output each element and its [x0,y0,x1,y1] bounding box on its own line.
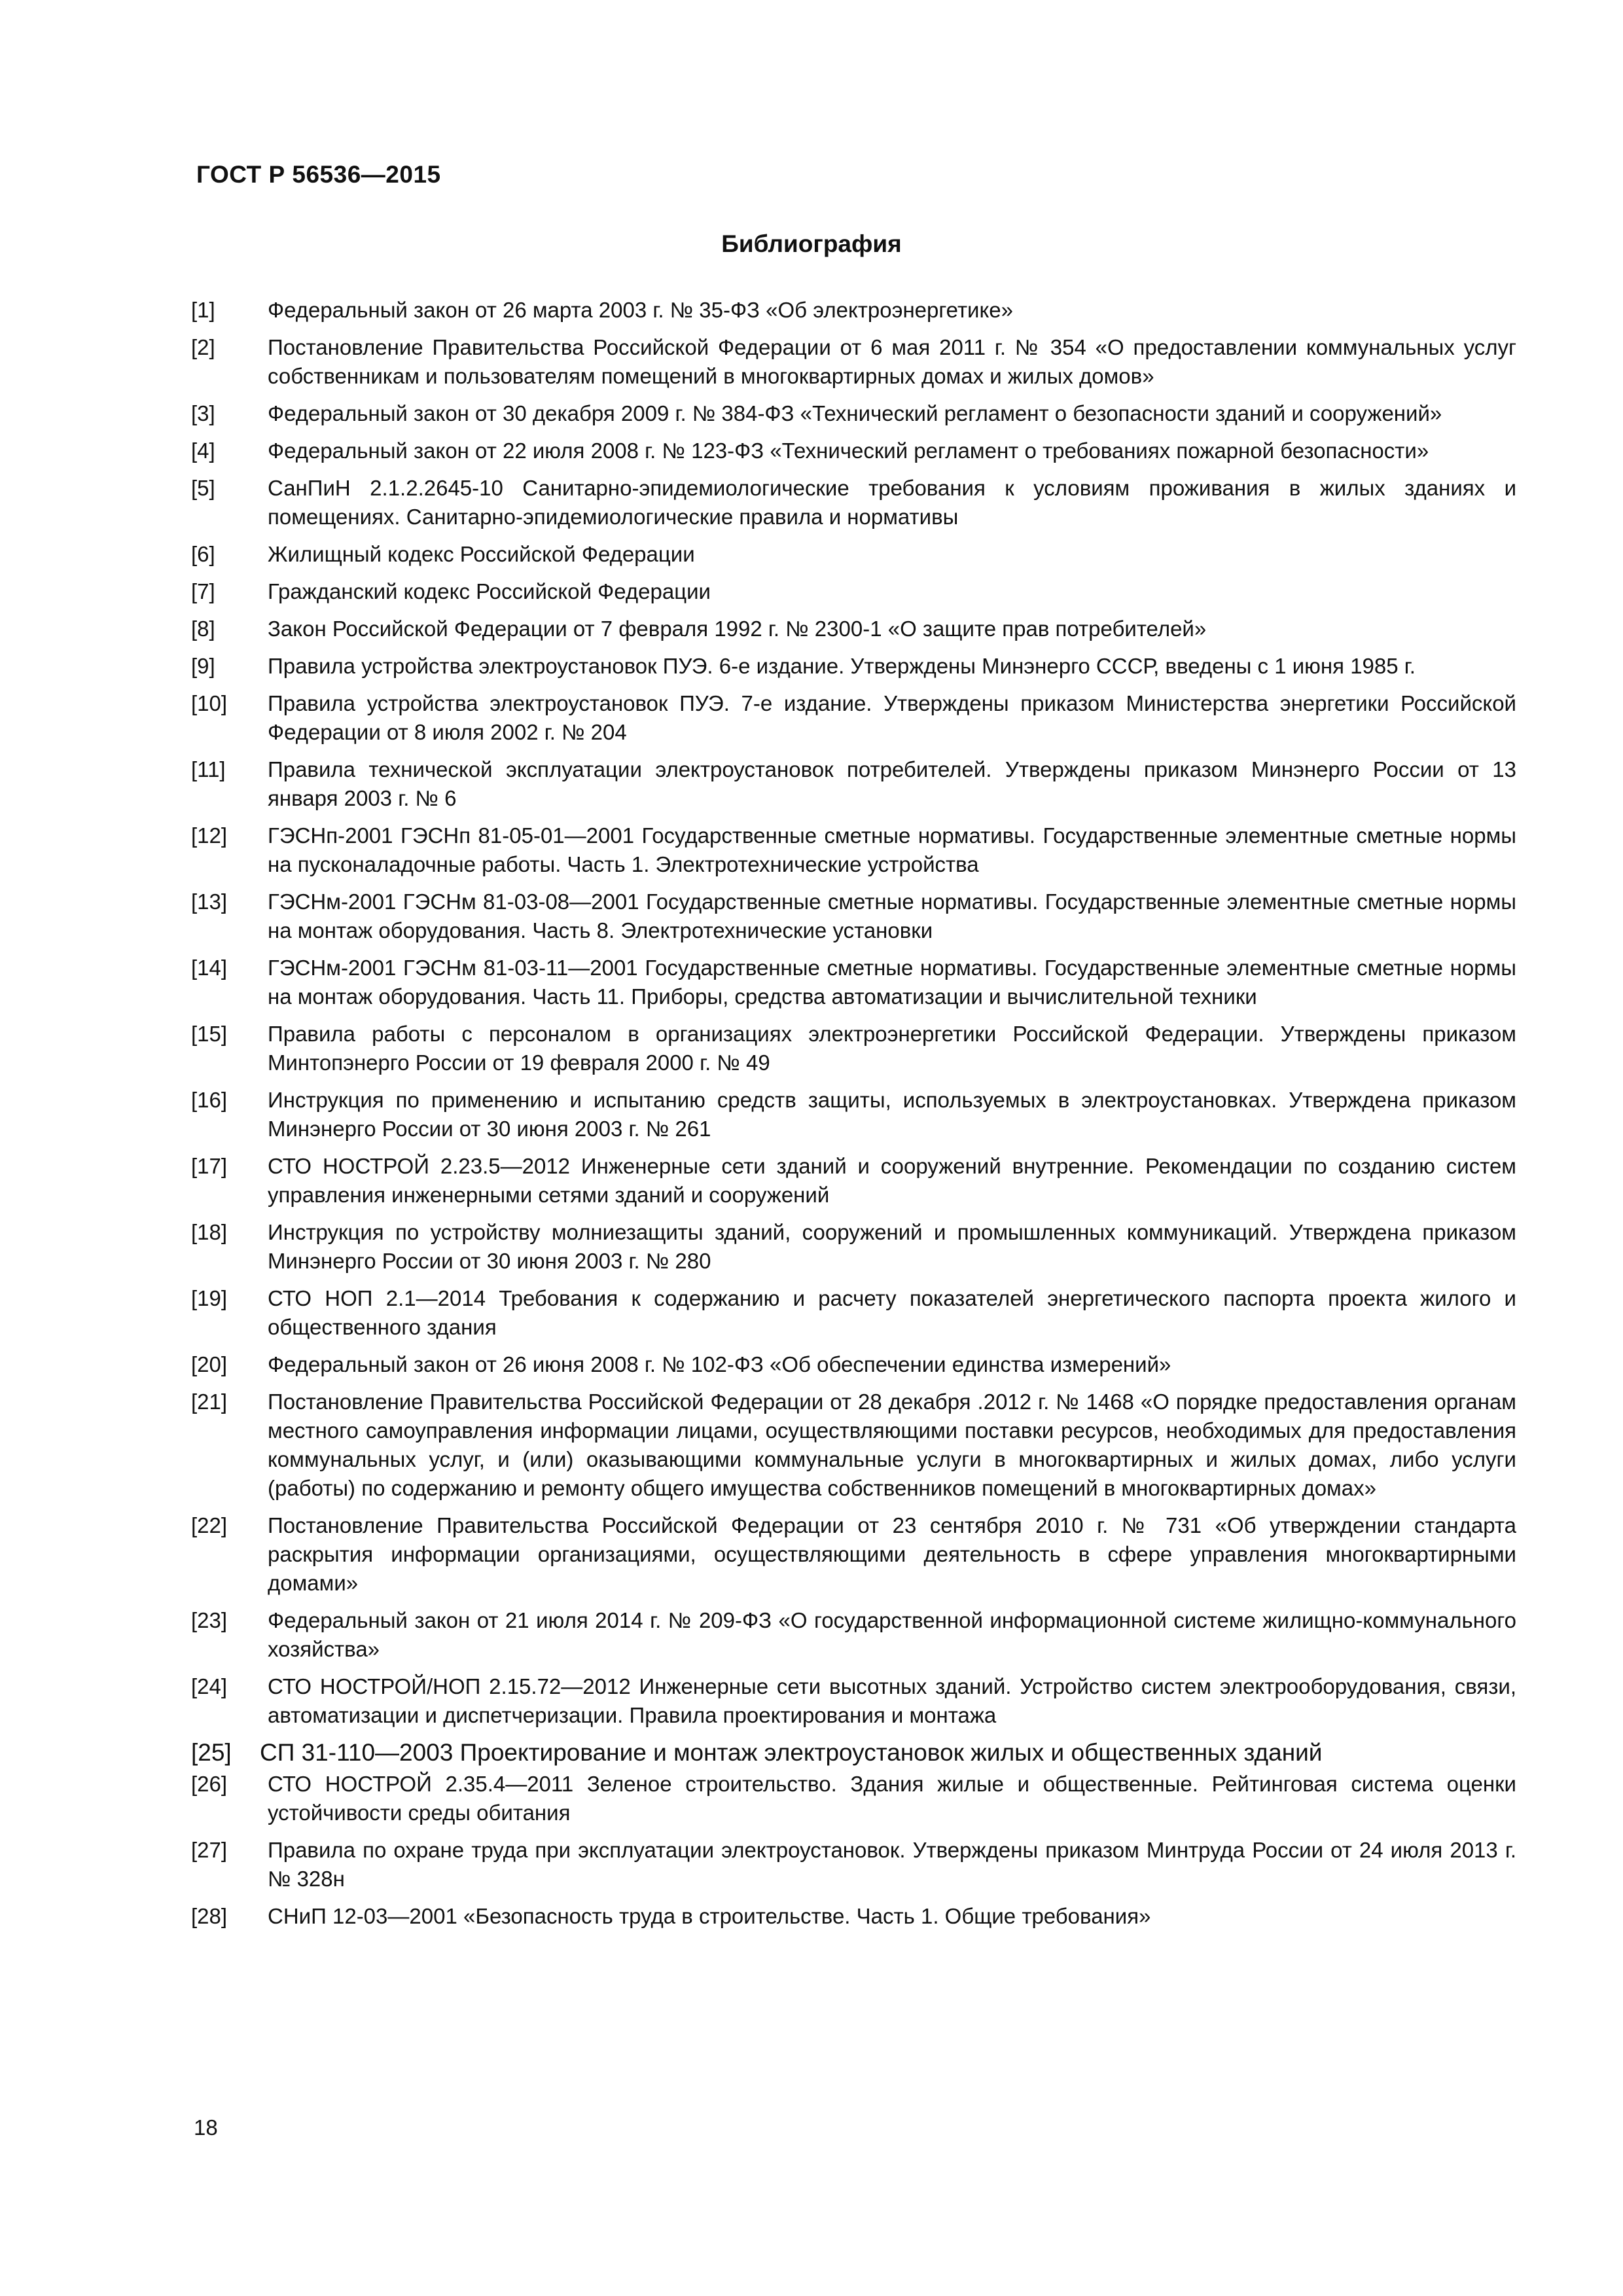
bibliography-entry [191,615,1516,643]
entry-number: [23] [191,1608,228,1632]
bibliography-entry [191,1902,1516,1931]
bibliography-entry [191,1672,1516,1730]
entry-text: СТО НОП 2.1—2014 Требования к содержанию и расчету показателей энергетического паспорта проекта жилого и общественного здания [268,1286,1516,1339]
entry-number: [18] [191,1220,228,1244]
entry-text: Правила работы с персоналом в организациях электроэнергетики Российской Федерации. Утверждены приказом Минтопэнерго России от 19 февраля 2000 г. № 49 [268,1022,1516,1075]
entry-number: [12] [191,823,228,848]
bibliography-entry [191,1152,1516,1210]
entry-number: [7] [191,579,215,603]
bibliography-entry [191,1836,1516,1893]
entry-number: [16] [191,1088,228,1112]
bibliography-entry [191,821,1516,879]
entry-number: [22] [191,1513,228,1537]
entry-text: Федеральный закон от 30 декабря 2009 г. № 384-ФЗ «Технический регламент о безопасности зданий и сооружений» [268,401,1442,425]
entry-text: Федеральный закон от 21 июля 2014 г. № 209-ФЗ «О государственной информационной системе жилищно-коммунального хозяйства» [268,1608,1516,1661]
entry-text: Правила по охране труда при эксплуатации электроустановок. Утверждены приказом Минтруда России от 24 июля 2013 г. № 328н [268,1838,1516,1891]
entry-number: [20] [191,1352,228,1376]
page-number: 18 [194,2115,218,2140]
bibliography-entry [191,1218,1516,1276]
bibliography-entry [191,474,1516,531]
standard-code-header: ГОСТ Р 56536—2015 [196,161,441,188]
bibliography-entry [191,755,1516,813]
entry-text: Правила технической эксплуатации электроустановок потребителей. Утверждены приказом Минэнерго России от 13 января 2003 г. № 6 [268,757,1516,810]
entry-text: Инструкция по устройству молниезащиты зданий, сооружений и промышленных коммуникаций. Утверждена приказом Минэнерго России от 30 июня 2003 г. № 280 [268,1220,1516,1273]
bibliography-entry [191,689,1516,747]
entry-number: [14] [191,956,228,980]
entry-number: [11] [191,757,226,781]
section-title: Библиография [721,230,902,257]
entry-text: Гражданский кодекс Российской Федерации [268,579,711,603]
entry-text: Правила устройства электроустановок ПУЭ. 7-е издание. Утверждены приказом Министерства энергетики Российской Федерации от 8 июля 2002 г. № 204 [268,691,1516,744]
bibliography-entry [191,1511,1516,1598]
bibliography-entry [191,1606,1516,1664]
entry-text: ГЭСНм-2001 ГЭСНм 81-03-08—2001 Государственные сметные нормативы. Государственные элементные сметные нормы на монтаж оборудования. Часть 8. Электротехнические установки [268,889,1516,942]
entry-number: [27] [191,1838,228,1862]
bibliography-entry [191,1020,1516,1077]
entry-number: [13] [191,889,228,914]
entry-number: [9] [191,654,215,678]
bibliography-entry [191,1388,1516,1503]
bibliography-entry [191,540,1516,569]
entry-number: [4] [191,439,215,463]
entry-text: ГЭСНм-2001 ГЭСНм 81-03-11—2001 Государственные сметные нормативы. Государственные элементные сметные нормы на монтаж оборудования. Часть 11. Приборы, средства автоматизации и вычислительной техники [268,956,1516,1009]
entry-number: [2] [191,335,215,359]
entry-number: [8] [191,617,215,641]
entry-text: Жилищный кодекс Российской Федерации [268,542,695,566]
bibliography-list [191,296,1516,1939]
bibliography-entry [191,954,1516,1011]
entry-text: Правила устройства электроустановок ПУЭ. 6-е издание. Утверждены Минэнерго СССР, введены с 1 июня 1985 г. [268,654,1416,678]
entry-text: СанПиН 2.1.2.2645-10 Санитарно-эпидемиологические требования к условиям проживания в жилых зданиях и помещениях. Санитарно-эпидемиологические правила и нормативы [268,476,1516,529]
entry-number: [15] [191,1022,228,1046]
entry-number: [19] [191,1286,228,1310]
bibliography-entry [191,1086,1516,1143]
bibliography-entry [191,1350,1516,1379]
entry-text: Инструкция по применению и испытанию средств защиты, используемых в электроустановках. Утверждена приказом Минэнерго России от 30 июня 2003 г. № 261 [268,1088,1516,1141]
entry-text: ГЭСНп-2001 ГЭСНп 81-05-01—2001 Государственные сметные нормативы. Государственные элементные сметные нормы на пусконаладочные работы. Часть 1. Электротехнические устройства [268,823,1516,876]
entry-number: [5] [191,476,215,500]
entry-number: [24] [191,1674,228,1698]
bibliography-entry [191,399,1516,428]
entry-text: СТО НОСТРОЙ/НОП 2.15.72—2012 Инженерные сети высотных зданий. Устройство систем электрооборудования, связи, автоматизации и диспетчеризации. Правила проектирования и монтажа [268,1674,1516,1727]
entry-text: Постановление Правительства Российской Федерации от 23 сентября 2010 г. № 731 «Об утверждении стандарта раскрытия информации организациями, осуществляющими деятельность в сфере управления многоквартирными домами» [268,1513,1516,1595]
entry-number: [1] [191,298,215,322]
entry-text: Федеральный закон от 26 июня 2008 г. № 102-ФЗ «Об обеспечении единства измерений» [268,1352,1171,1376]
bibliography-entry [191,652,1516,681]
entry-text: Закон Российской Федерации от 7 февраля 1992 г. № 2300-1 «О защите прав потребителей» [268,617,1207,641]
bibliography-entry [191,437,1516,465]
entry-text: Федеральный закон от 26 марта 2003 г. № 35-ФЗ «Об электроэнергетике» [268,298,1013,322]
entry-text: СТО НОСТРОЙ 2.35.4—2011 Зеленое строительство. Здания жилые и общественные. Рейтинговая система оценки устойчивости среды обитания [268,1772,1516,1825]
entry-text: Постановление Правительства Российской Федерации от 6 мая 2011 г. № 354 «О предоставлении коммунальных услуг собственникам и пользователям помещений в многоквартирных домах и жилых домов» [268,335,1516,388]
entry-text: СТО НОСТРОЙ 2.23.5—2012 Инженерные сети зданий и сооружений внутренние. Рекомендации по созданию систем управления инженерными сетями зданий и сооружений [268,1154,1516,1207]
bibliography-entry [191,1284,1516,1342]
entry-number: [25] [191,1739,232,1766]
entry-number: [3] [191,401,215,425]
entry-number: [17] [191,1154,228,1178]
bibliography-entry [191,1738,1516,1767]
entry-text: Постановление Правительства Российской Федерации от 28 декабря .2012 г. № 1468 «О порядке предоставления органам местного самоуправления информации лицами, осуществляющими поставки ресурсов, необходимых для предоставления коммунальных услуг, и (или) оказывающими коммунальные услуги в многоквартирных и жилых домах, либо услуги (работы) по содержанию и ремонту общего имущества собственников помещений в многоквартирных домах» [268,1390,1516,1500]
bibliography-entry [191,333,1516,391]
bibliography-entry [191,577,1516,606]
entry-text: Федеральный закон от 22 июля 2008 г. № 123-ФЗ «Технический регламент о требованиях пожарной безопасности» [268,439,1429,463]
entry-number: [28] [191,1904,228,1928]
entry-number: [6] [191,542,215,566]
entry-number: [10] [191,691,228,715]
entry-number: [21] [191,1390,228,1414]
entry-text: СП 31-110—2003 Проектирование и монтаж электроустановок жилых и общественных зданий [260,1739,1323,1766]
entry-number: [26] [191,1772,228,1796]
bibliography-entry [191,296,1516,325]
bibliography-entry [191,888,1516,945]
bibliography-entry [191,1770,1516,1827]
entry-text: СНиП 12-03—2001 «Безопасность труда в строительстве. Часть 1. Общие требования» [268,1904,1151,1928]
